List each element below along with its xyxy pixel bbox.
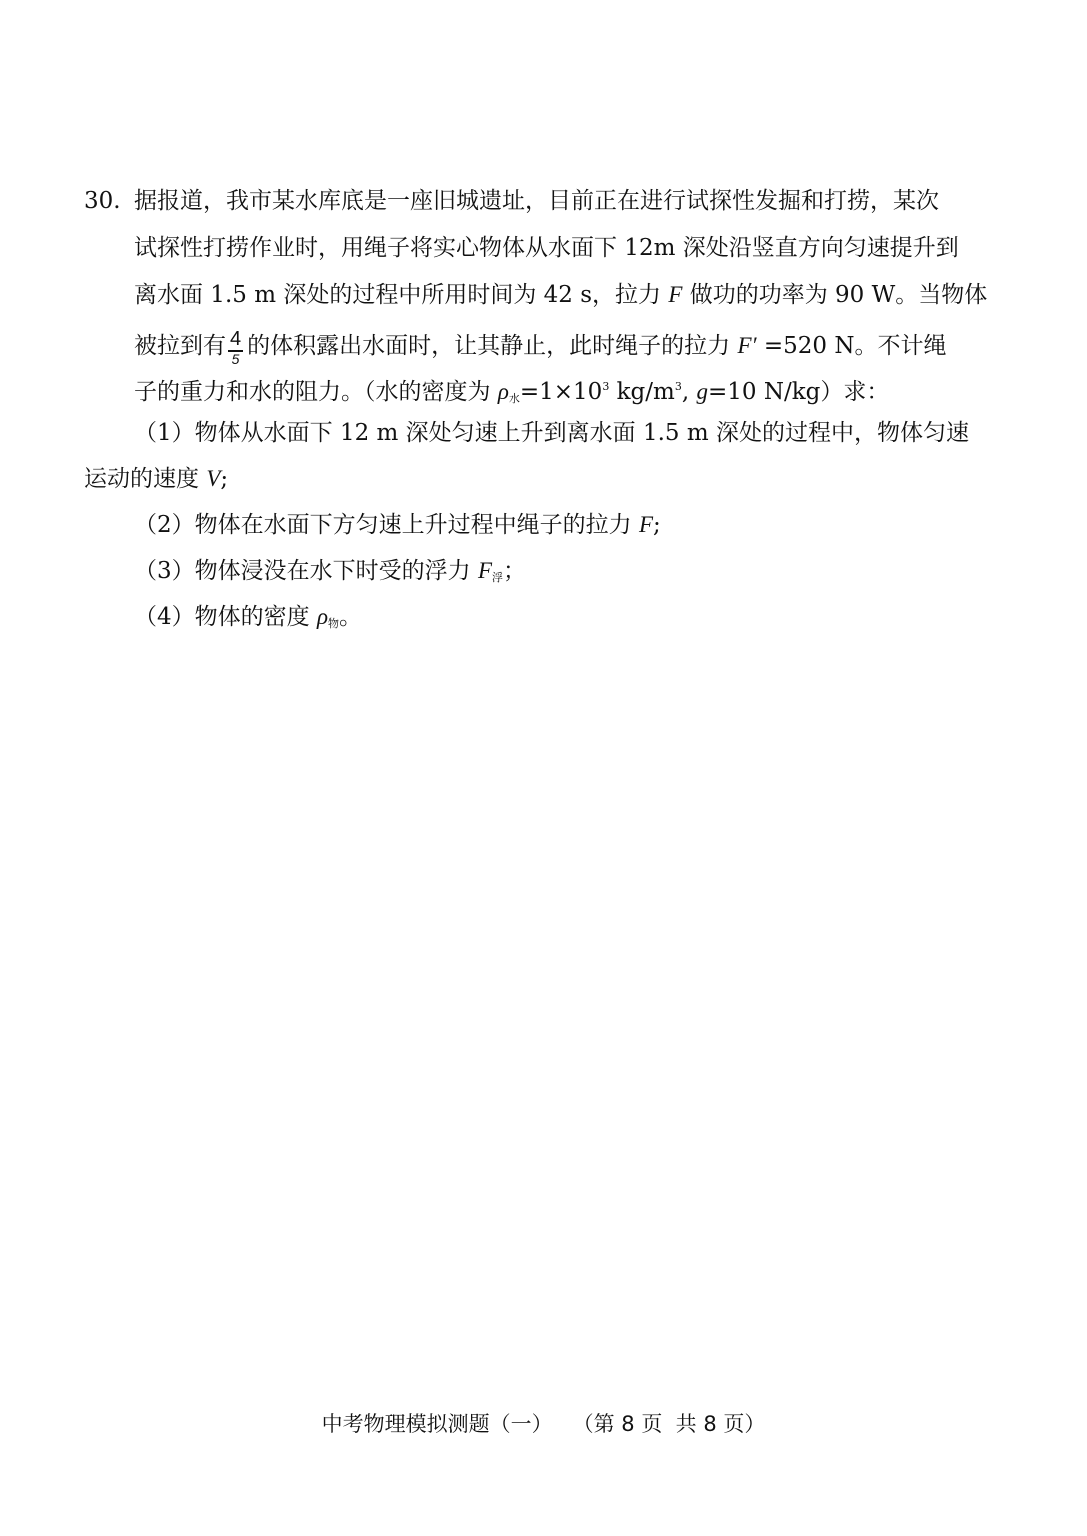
part-3: [134, 556, 526, 586]
part-text: （3）物体浸没在水下时受的浮力: [134, 558, 478, 584]
fraction-numerator: 4: [230, 328, 242, 350]
superscript-3: 3: [602, 380, 610, 393]
symbol-F: F: [477, 558, 493, 583]
question-text: 子的重力和水的阻力。（水的密度为: [134, 379, 498, 405]
question-line-3: [134, 280, 987, 310]
symbol-F-prime: F′: [737, 333, 757, 358]
question-text: =10 N/kg）求：: [707, 379, 890, 405]
symbol-rho: ρ: [497, 379, 509, 404]
question-text: =520 N。不计绳: [756, 333, 947, 359]
part-text: （4）物体的密度: [134, 604, 317, 630]
question-text: 做功的功率为 90 W。当物体: [682, 282, 988, 308]
question-text: =1×10: [519, 379, 603, 405]
part-text: （2）物体在水面下方匀速上升过程中绳子的拉力: [134, 512, 639, 538]
fraction-four-fifths: [228, 329, 243, 365]
part-text: ;: [220, 466, 229, 492]
symbol-F: F: [668, 282, 683, 307]
symbol-rho: ρ: [316, 604, 328, 629]
question-text: 离水面 1.5 m 深处的过程中所用时间为 42 s，拉力: [134, 282, 669, 308]
part-4: [134, 602, 362, 632]
part-1-line-2: [84, 464, 228, 494]
part-text: 运动的速度: [84, 466, 207, 492]
fraction-denominator: 5: [231, 351, 240, 367]
question-line-5: [134, 372, 890, 405]
symbol-V: V: [206, 466, 221, 491]
question-text: 试探性打捞作业时，用绳子将实心物体从水面下 12m 深处沿竖直方向匀速提升到: [134, 235, 959, 261]
question-text: 据报道，我市某水库底是一座旧城遗址，目前正在进行试探性发掘和打捞，某次: [134, 188, 939, 214]
part-text: （1）物体从水面下 12 m 深处匀速上升到离水面 1.5 m 深处的过程中，物体匀速: [134, 420, 969, 446]
subscript-buoyancy: 浮: [492, 571, 504, 584]
question-text: ,: [681, 379, 697, 405]
question-text: 被拉到有: [134, 333, 226, 359]
subscript-object: 物: [328, 617, 339, 630]
question-line-2: [134, 233, 959, 263]
question-line-1: [84, 186, 939, 216]
part-text: ;: [653, 512, 661, 538]
question-line-4: [134, 326, 946, 366]
symbol-F: F: [638, 512, 654, 537]
part-1-line-1: [134, 418, 969, 448]
superscript-3: 3: [674, 380, 682, 393]
part-text: ；: [503, 558, 527, 584]
question-text: kg/m: [609, 379, 675, 405]
part-2: [134, 510, 661, 540]
symbol-g: g: [696, 379, 708, 404]
part-text: 。: [339, 604, 362, 630]
subscript-water: 水: [508, 392, 520, 405]
question-text: 的体积露出水面时，让其静止，此时绳子的拉力: [247, 333, 738, 359]
question-number: 30.: [84, 188, 121, 214]
page-footer: 中考物理模拟测题（一） （第 8 页 共 8 页）: [321, 1412, 766, 1436]
